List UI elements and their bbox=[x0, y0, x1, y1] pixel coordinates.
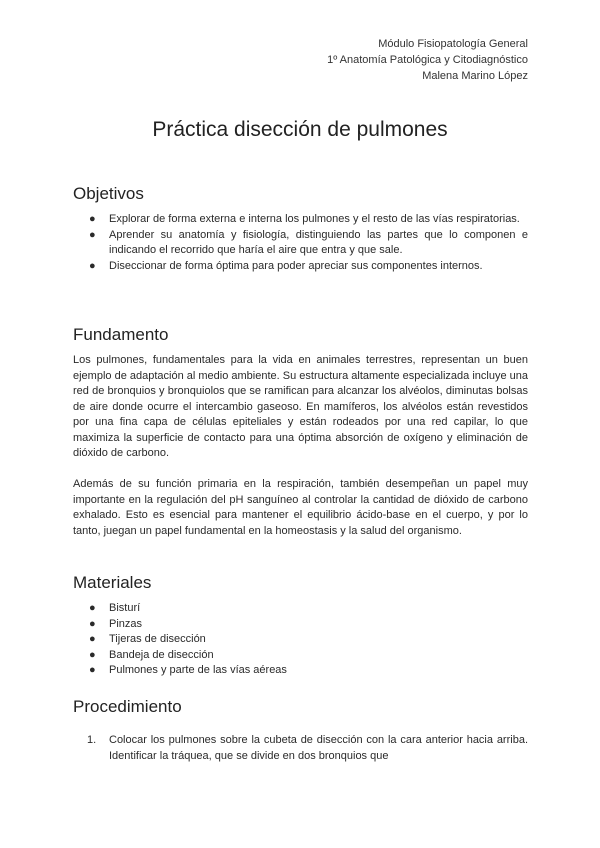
list-item: ● Explorar de forma externa e interna los pulmones y el resto de las vías respiratorias. bbox=[73, 212, 528, 228]
heading-fundamento: Fundamento bbox=[73, 325, 169, 344]
header-author: Malena Marino López bbox=[422, 70, 528, 82]
list-item: ● Diseccionar de forma óptima para poder apreciar sus componentes internos. bbox=[73, 259, 528, 275]
objetivos-list bbox=[73, 212, 528, 274]
document-title: Práctica disección de pulmones bbox=[152, 118, 448, 141]
fundamento-paragraph-2: Además de su función primaria en la respiración, también desempeñan un papel muy importante en la regulación del pH sanguíneo al controlar la cantidad de dióxido de carbono exhalado. Esto es esencial para mantener el equilibrio ácido-base en el cuerpo, y por lo tanto, juegan un papel fundamental en la homeostasis y la salud del organismo. bbox=[73, 478, 528, 537]
list-item: ● Tijeras de disección bbox=[73, 632, 528, 648]
procedimiento-list bbox=[73, 733, 528, 764]
bullet-icon: ● bbox=[89, 633, 96, 645]
bullet-icon: ● bbox=[89, 648, 96, 661]
bullet-icon: ● bbox=[89, 259, 96, 272]
header-course: 1º Anatomía Patológica y Citodiagnóstico bbox=[327, 54, 528, 66]
heading-procedimiento: Procedimiento bbox=[73, 697, 182, 716]
step-number: 1. bbox=[87, 734, 97, 746]
bullet-icon: ● bbox=[89, 664, 96, 676]
bullet-icon: ● bbox=[89, 228, 96, 241]
bullet-icon: ● bbox=[89, 602, 96, 614]
bullet-icon: ● bbox=[89, 617, 96, 630]
list-item: ● Pulmones y parte de las vías aéreas bbox=[73, 663, 528, 679]
fundamento-paragraph-1: Los pulmones, fundamentales para la vida en animales terrestres, representan un buen ejemplo de adaptación al medio ambiente. Su estructura altamente especializada incluye una red de bronquios y bronquiolos que se ramifican para alcanzar los alvéolos, diminutas bolsas de aire donde ocurre el intercambio gaseoso. En mamíferos, los alvéolos están revestidos por una fina capa de células epiteliales y están rodeados por una red capilar, lo que maximiza la superficie de contacto para una óptima absorción de oxígeno y eliminación de dióxido de carbono. bbox=[73, 354, 528, 459]
heading-objetivos: Objetivos bbox=[73, 184, 144, 203]
list-item: ● Bandeja de disección bbox=[73, 648, 528, 664]
header-module: Módulo Fisiopatología General bbox=[378, 38, 528, 50]
heading-materiales: Materiales bbox=[73, 573, 152, 592]
list-item: ● Bisturí bbox=[73, 601, 528, 617]
list-item: 1. Colocar los pulmones sobre la cubeta de disección con la cara anterior hacia arriba. Identificar la tráquea, que se divide en dos bronquios que bbox=[87, 734, 528, 762]
list-item: ● Aprender su anatomía y fisiología, distinguiendo las partes que lo componen e indicando el recorrido que haría el aire que entra y que sale. bbox=[89, 228, 528, 256]
page-header bbox=[327, 36, 528, 84]
materiales-list bbox=[73, 601, 528, 679]
list-item: ● Pinzas bbox=[73, 617, 528, 633]
bullet-icon: ● bbox=[89, 213, 96, 225]
